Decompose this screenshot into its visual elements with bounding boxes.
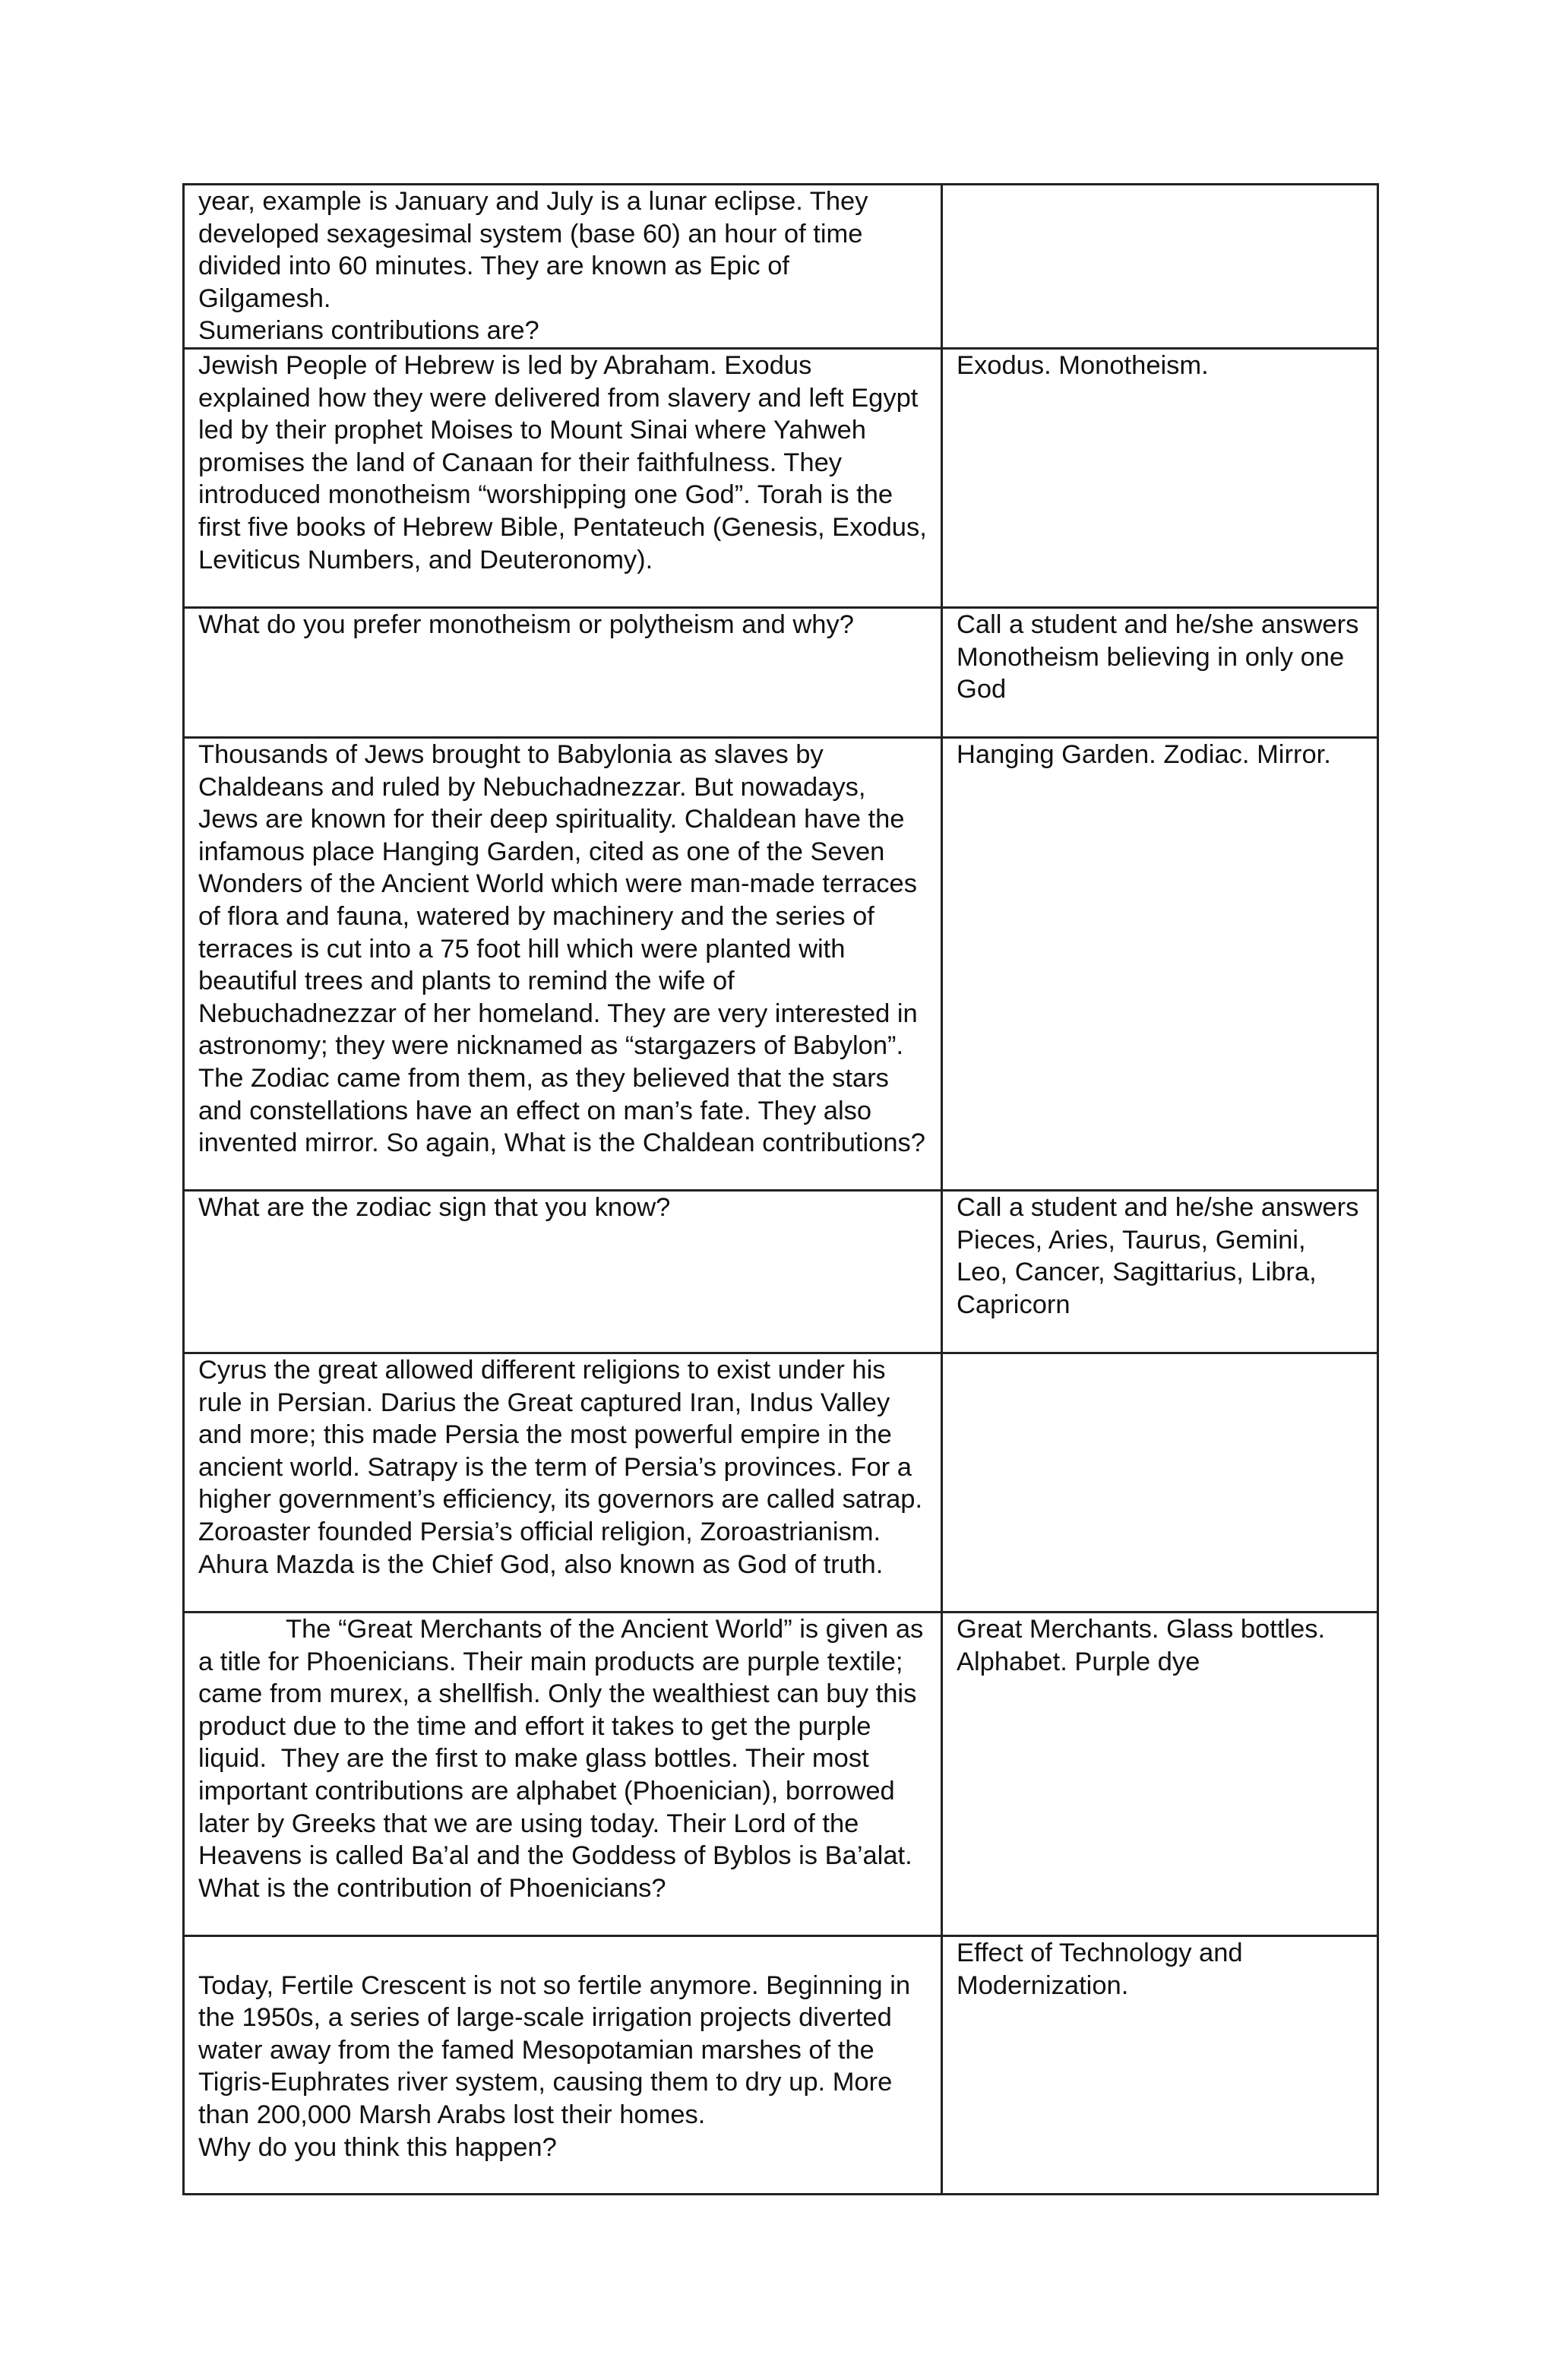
answer-cell — [942, 607, 1378, 737]
table-row — [184, 1353, 1378, 1612]
answer-cell — [942, 1353, 1378, 1612]
table-row — [184, 1935, 1378, 2194]
content-cell — [184, 1353, 942, 1612]
content-cell — [184, 607, 942, 737]
answer-cell — [942, 1935, 1378, 2194]
content-cell — [184, 185, 942, 349]
content-text: What are the zodiac sign that you know? — [198, 1192, 671, 1222]
lesson-plan-table — [182, 183, 1379, 2195]
content-text: Cyrus the great allowed different religions to exist under his rule in Persian. Darius the Great captured Iran, Indus Valley and more; this made Persia the most powerful empire in the ancient world. Satrapy is the term of Persia’s provinces. For a higher government’s efficiency, its governors are called satrap. Zoroaster founded Persia’s official religion, Zoroastrianism. Ahura Mazda is the Chief God, also known as God of truth. — [198, 1355, 930, 1579]
table-row — [184, 737, 1378, 1190]
content-cell — [184, 1612, 942, 1935]
answer-cell — [942, 185, 1378, 349]
table-row — [184, 1612, 1378, 1935]
answer-cell — [942, 1190, 1378, 1353]
content-cell — [184, 737, 942, 1190]
answer-cell — [942, 737, 1378, 1190]
answer-text: Hanging Garden. Zodiac. Mirror. — [957, 739, 1331, 769]
content-cell — [184, 1190, 942, 1353]
answer-cell — [942, 1612, 1378, 1935]
content-cell — [184, 1935, 942, 2194]
content-cell — [184, 348, 942, 607]
table-row — [184, 1190, 1378, 1353]
table-row — [184, 348, 1378, 607]
table-row — [184, 607, 1378, 737]
content-text: The “Great Merchants of the Ancient World” is given as a title for Phoenicians. Their main products are purple textile; came from murex, a shellfish. Only the wealthiest can buy this product due to the time and effort it takes to get the purple liquid. They are the first to make glass bottles. Their most important contributions are alphabet (Phoenician), borrowed later by Greeks that we are using today. Their Lord of the Heavens is called Ba’al and the Goddess of Byblos is Ba’alat. What is the contribution of Phoenicians? — [198, 1614, 924, 1903]
answer-cell — [942, 348, 1378, 607]
answer-text: Call a student and he/she answers Monotheism believing in only one God — [957, 609, 1359, 704]
table-row — [184, 185, 1378, 349]
content-text: Jewish People of Hebrew is led by Abraham. Exodus explained how they were delivered from slavery and left Egypt led by their prophet Moises to Mount Sinai where Yahweh promises the land of Canaan for their faithfulness. They introduced monotheism “worshipping one God”. Torah is the first five books of Hebrew Bible, Pentateuch (Genesis, Exodus, Leviticus Numbers, and Deuteronomy). — [198, 350, 935, 574]
answer-text: Great Merchants. Glass bottles. Alphabet. Purple dye — [957, 1614, 1331, 1676]
content-text: year, example is January and July is a lunar eclipse. They developed sexagesimal system (base 60) an hour of time divided into 60 minutes. They are known as Epic of Gilgamesh. Sumerians contributions are? — [198, 187, 868, 346]
answer-text: Call a student and he/she answers Pieces, Aries, Taurus, Gemini, Leo, Cancer, Sagittarius, Libra, Capricorn — [957, 1192, 1359, 1319]
answer-text: Exodus. Monotheism. — [957, 350, 1209, 380]
content-text: Thousands of Jews brought to Babylonia as slaves by Chaldeans and ruled by Nebuchadnezzar. But nowadays, Jews are known for their deep spirituality. Chaldean have the infamous place Hanging Garden, cited as one of the Seven Wonders of the Ancient World which were man-made terraces of flora and fauna, watered by machinery and the series of terraces is cut into a 75 foot hill which were planted with beautiful trees and plants to remind the wife of Nebuchadnezzar of her homeland. They are very interested in astronomy; they were nicknamed as “stargazers of Babylon”. The Zodiac came from them, as they believed that the stars and constellations have an effect on man’s fate. They also invented mirror. So again, What is the Chaldean contributions? — [198, 739, 925, 1158]
content-text: Today, Fertile Crescent is not so fertile anymore. Beginning in the 1950s, a series of large-scale irrigation projects diverted water away from the famed Mesopotamian marshes of the Tigris-Euphrates river system, causing them to dry up. More than 200,000 Marsh Arabs lost their homes. Why do you think this happen? — [198, 1970, 911, 2162]
content-text: What do you prefer monotheism or polytheism and why? — [198, 609, 854, 639]
answer-text: Effect of Technology and Modernization. — [957, 1938, 1251, 2000]
